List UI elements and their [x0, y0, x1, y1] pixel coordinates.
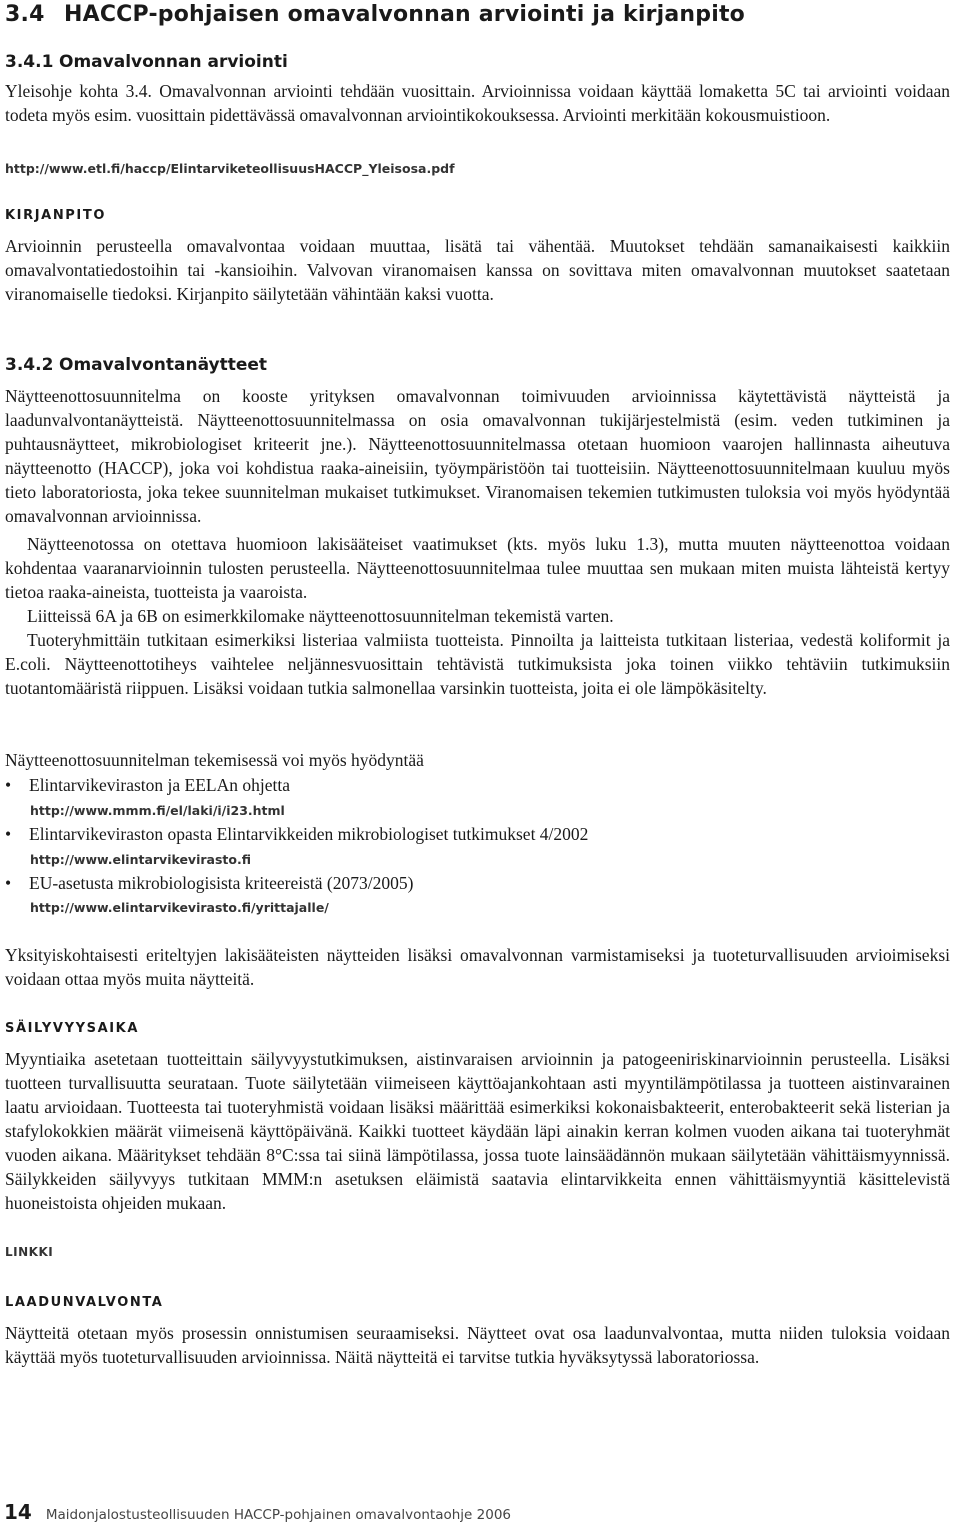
list-intro: Näytteenottosuunnitelman tekemisessä voi myös hyödyntää [5, 750, 424, 770]
laadunvalvonta-body: Näytteitä otetaan myös prosessin onnistumisen seuraamiseksi. Näytteet ovat osa laadunvalvontaa, mutta niiden tuloksia voidaan käyttää myös tuoteturvallisuuden arvioinnissa. Näitä näytteitä ei tarvitse tutkia hyväksytyssä laboratoriossa. [5, 1323, 950, 1367]
bullet-icon: • [5, 775, 12, 795]
page-footer [4, 1500, 511, 1524]
list-item-link[interactable]: http://www.elintarvikevirasto.fi/yrittajalle/ [30, 900, 329, 915]
subsection-1-number: 3.4.1 [5, 52, 54, 72]
samples-paragraph-2: Näytteenotossa on otettava huomioon lakisääteiset vaatimukset (kts. myös luku 1.3), mutta muuten näytteenottoa voidaan kohdentaa vaaranarvioinnin tulosten perusteella. Näytteenottosuunnitelmaa tulee muuttaa sen mukaan miten muista lähteistä kertyy tietoa raaka-aineista, tuotteista ja vaaroista. [5, 534, 950, 602]
list-item-link[interactable]: http://www.elintarvikevirasto.fi [30, 852, 251, 867]
samples-paragraph-4: Tuoteryhmittäin tutkitaan esimerkiksi listeriaa valmiista tuotteista. Pinnoilta ja laitteista tutkitaan listeriaa, vedestä koliformit ja E.coli. Näytteenottotiheys vaihtelee neljännesvuosittain tehtävistä tutkimuksista joka toinen viikko tehtäviin tutkimuksiin tuotantomääristä riippuen. Lisäksi voidaan tutkia salmonellaa varsinkin tuotteista, joita ei ole lämpökäsitelty. [5, 630, 950, 698]
list-item-text: Elintarvikeviraston opasta Elintarvikkeiden mikrobiologiset tutkimukset 4/2002 [29, 824, 589, 844]
linkki-link[interactable]: LINKKI [5, 1245, 54, 1259]
list-item-text: Elintarvikeviraston ja EELAn ohjetta [29, 775, 290, 795]
samples-paragraph-5: Yksityiskohtaisesti eriteltyjen lakisääteisten näytteiden lisäksi omavalvonnan varmistamiseksi ja tuoteturvallisuuden arvioimiseksi voidaan ottaa myös muita näytteitä. [5, 945, 950, 989]
list-item-link[interactable]: http://www.mmm.fi/el/laki/i/i23.html [30, 803, 285, 818]
subsection-heading-1 [5, 52, 288, 72]
list-item [5, 773, 905, 797]
sailyvyysaika-body: Myyntiaika asetetaan tuotteittain säilyvyystutkimuksen, aistinvaraisen arvioinnin ja patogeeniriskinarvioinnin perusteella. Lisäksi tuotteen turvallisuutta seurataan. Tuote säilytetään viimeiseen käyttöajankohtaan asti myyntilämpötilassa ja tuotteen aistinvarainen laatu arvioidaan. Tuotteesta tai tuoteryhmistä voidaan lisäksi määrittää esimerkiksi kokonaisbakteerit, enterobakteerit sekä listerian ja stafylokokkien määrät viimeisenä käyttöpäivänä. Kaikki tuotteet käydään läpi ainakin kerran kolmen vuoden aikana tai tuoteryhmät vuoden aikana. Määritykset tehdään 8°C:ssa tai siinä lämpötilassa, jossa tuote lainsäädännön mukaan säilytetään vähittäismyynnissä. Säilykkeiden säilyvyys tutkitaan MMM:n asetuksen eläimistä saatavia elintarvikkeita ennen vähittäismyyntiä käsittelevistä huoneistoista ohjeiden mukaan. [5, 1049, 950, 1213]
footer-title: Maidonjalostusteollisuuden HACCP-pohjainen omavalvontaohje 2006 [45, 1507, 512, 1523]
list-item-text: EU-asetusta mikrobiologisista kriteereistä (2073/2005) [29, 873, 414, 893]
laadunvalvonta-heading: LAADUNVALVONTA [5, 1295, 164, 1310]
section-heading [5, 2, 745, 27]
subsection-2-title: Omavalvontanäytteet [59, 355, 268, 375]
page-number: 14 [4, 1500, 32, 1524]
subsection-1-title: Omavalvonnan arviointi [59, 52, 288, 72]
subsection-1-link[interactable]: http://www.etl.fi/haccp/ElintarviketeollisuusHACCP_Yleisosa.pdf [5, 161, 455, 176]
bullet-icon: • [5, 873, 12, 893]
list-item [5, 871, 905, 895]
list-item [5, 822, 905, 846]
subsection-2-number: 3.4.2 [5, 355, 54, 375]
samples-paragraph-1: Näytteenottosuunnitelma on kooste yrityksen omavalvonnan toimivuuden arvioinnissa käytettävistä näytteistä ja laadunvalvontanäytteistä. Näytteenottosuunnitelmassa on osia omavalvonnan tukijärjestelmistä (esim. veden tutkiminen ja puhtausnäytteet, mikrobiologiset kriteerit jne.). Näytteenottosuunnitelmassa otetaan huomioon vaarojen hallinnasta aiheutuva näytteenotto (HACCP), joka voi kohdistua raaka-aineisiin, työympäristöön tai tuotteisiin. Näytteenottosuunnitelmaan kuuluu myös tieto laboratoriosta, joka tekee suunnitelman mukaiset tutkimukset. Viranomaisen tekemien tutkimusten tuloksia voi myös hyödyntää omavalvonnan arvioinnissa. [5, 386, 950, 526]
kirjanpito-body: Arvioinnin perusteella omavalvontaa voidaan muuttaa, lisätä tai vähentää. Muutokset tehdään samanaikaisesti kaikkiin omavalvontatiedostoihin tai -kansioihin. Valvovan viranomaisen kanssa on sovittava miten omavalvonnan muutokset saatetaan viranomaiselle tiedoksi. Kirjanpito säilytetään vähintään kaksi vuotta. [5, 236, 950, 304]
kirjanpito-heading: KIRJANPITO [5, 208, 106, 223]
section-number: 3.4 [5, 2, 45, 27]
subsection-1-body: Yleisohje kohta 3.4. Omavalvonnan arviointi tehdään vuosittain. Arvioinnissa voidaan käyttää lomaketta 5C tai arviointi voidaan todeta myös esim. vuosittain pidettävässä omavalvonnan arviointikokouksessa. Arviointi merkitään kokousmuistioon. [5, 81, 950, 125]
section-title: HACCP-pohjaisen omavalvonnan arviointi ja kirjanpito [64, 2, 745, 27]
sailyvyysaika-heading: SÄILYVYYSAIKA [5, 1021, 140, 1036]
bullet-icon: • [5, 824, 12, 844]
samples-paragraph-3: Liitteissä 6A ja 6B on esimerkkilomake näytteenottosuunnitelman tekemistä varten. [27, 606, 614, 626]
subsection-heading-2 [5, 355, 267, 375]
